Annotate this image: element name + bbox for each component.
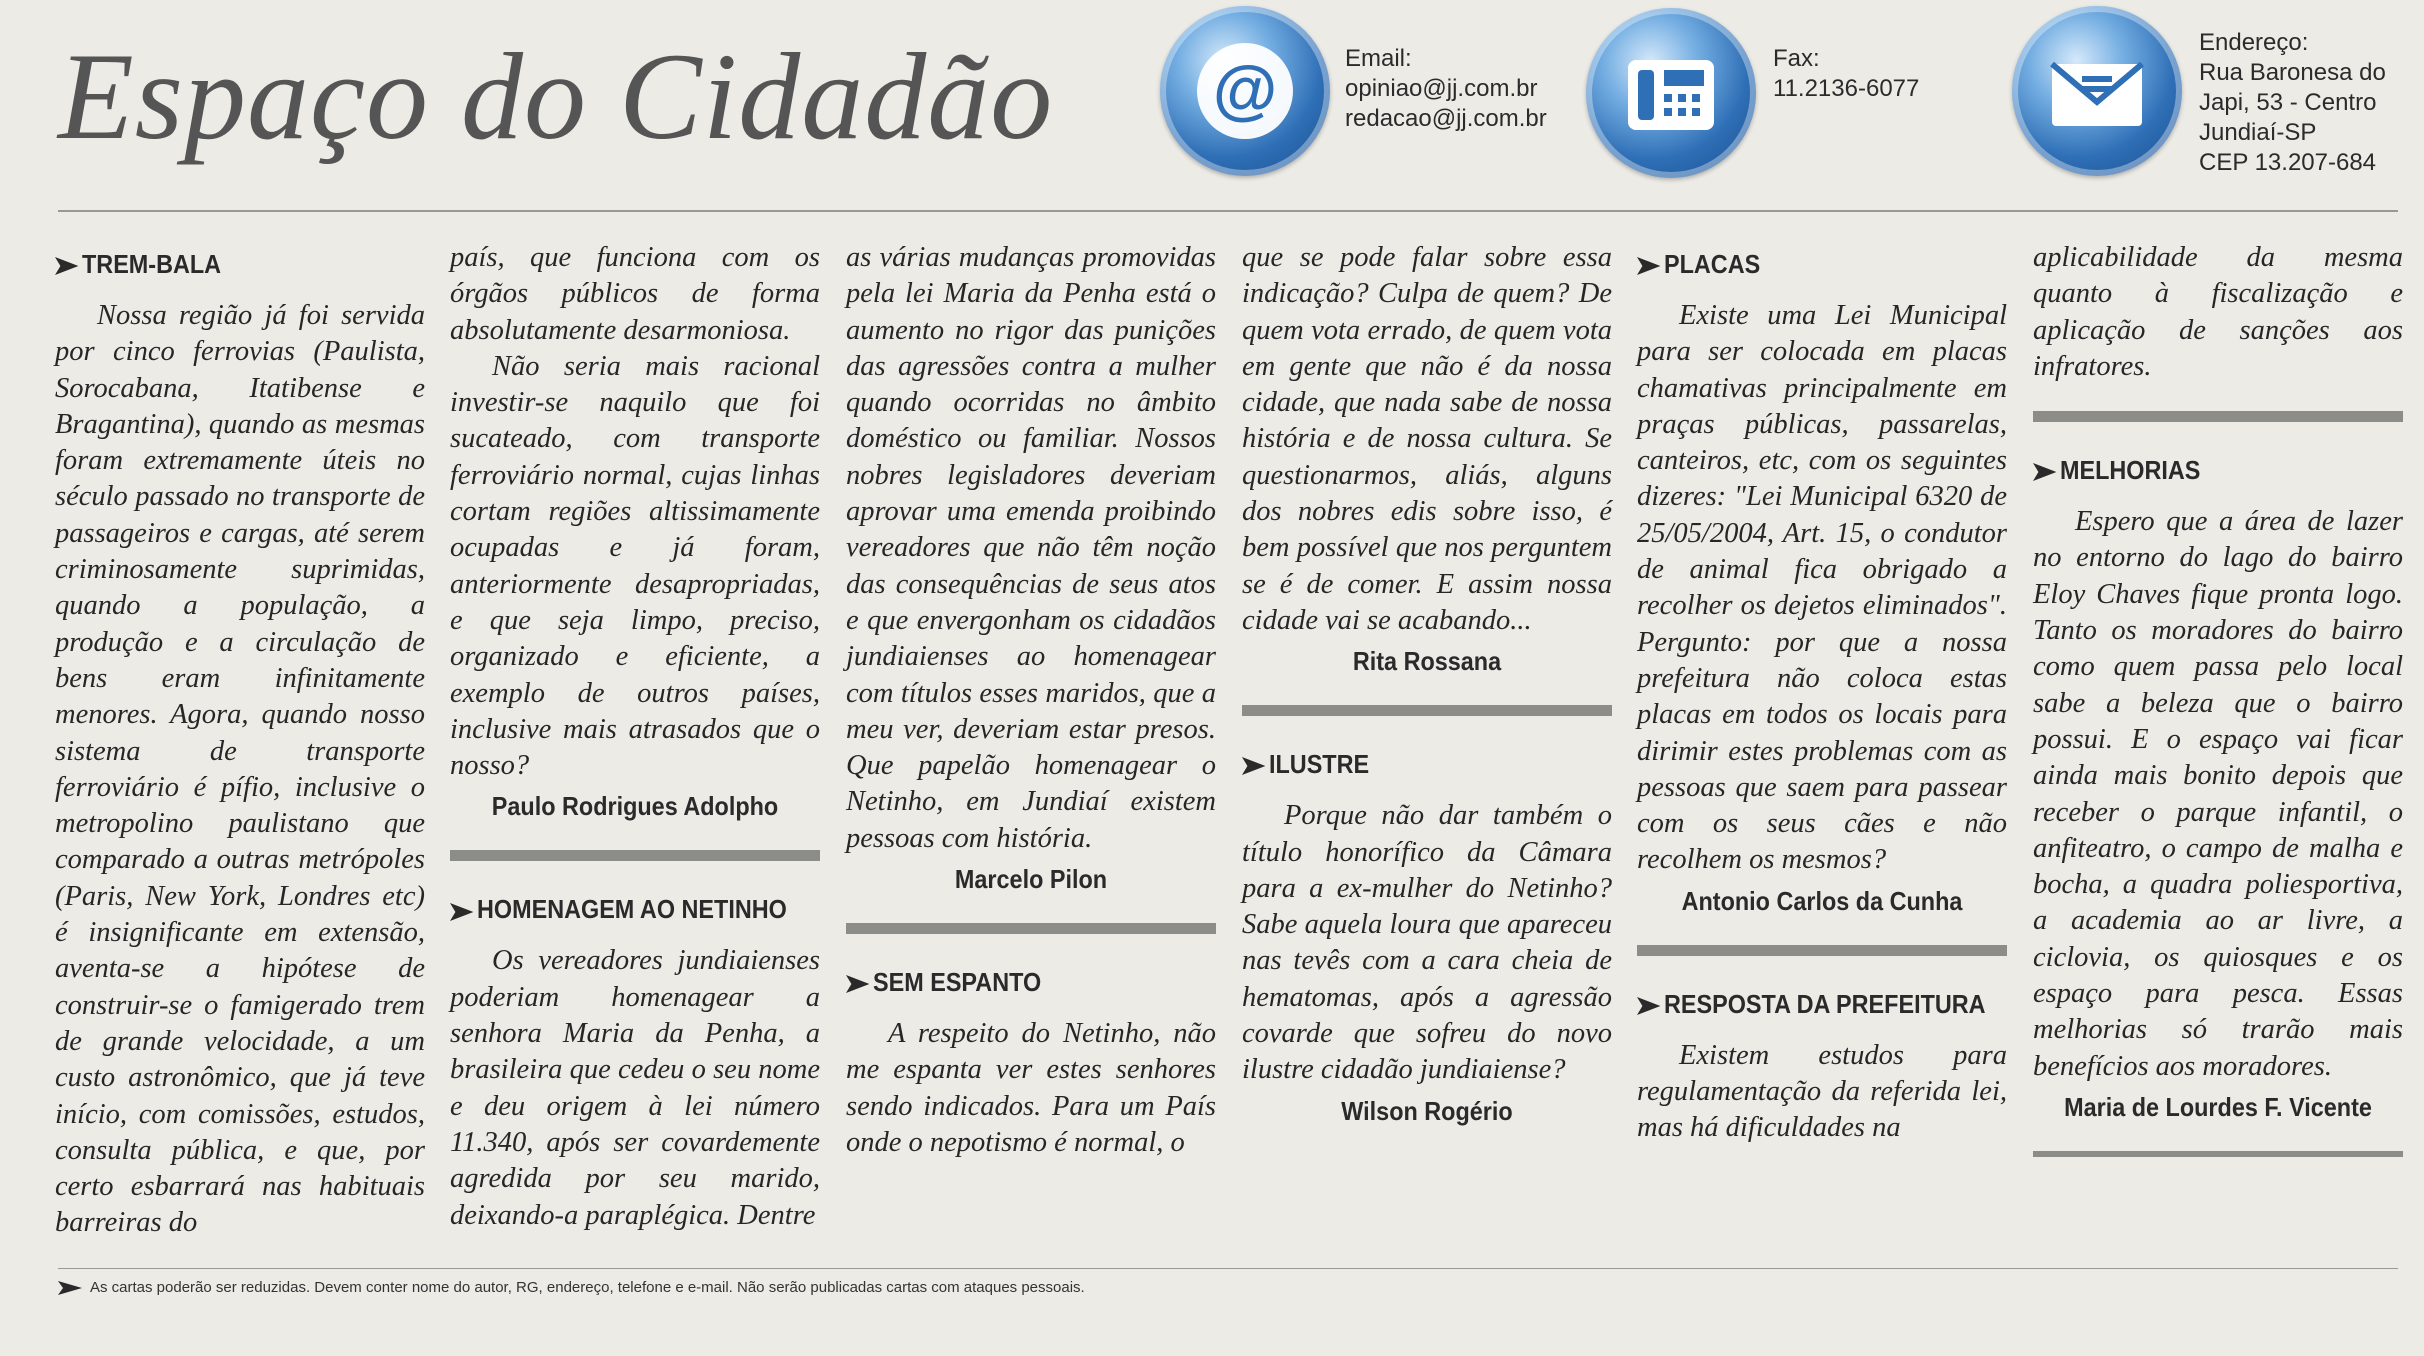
letter-heading: TREM-BALA: [55, 246, 388, 282]
address-line: Rua Baronesa do: [2199, 59, 2386, 86]
letter-body: Porque não dar também o título honorífico da Câmara para a ex-mulher do Netinho? Sabe aquela loura que apareceu nas tevês com a cara cheia de hematomas, após a agressão covarde que sofreu do novo ilustre cidadão jundiaiense?: [1242, 800, 1612, 1086]
email-address-opiniao[interactable]: opiniao@jj.com.br: [1345, 75, 1538, 102]
letter-body: país, que funciona com os órgãos públicos de forma absolutamente desarmoniosa.: [450, 242, 820, 346]
arrow-bullet-icon: [846, 964, 873, 1000]
arrow-bullet-icon: [450, 891, 477, 927]
letter-body: Espero que a área de lazer no entorno do lago do bairro Eloy Chaves fique pronta logo. Tanto os moradores do bairro como quem passa pelo local sabe a beleza que o bairro possui. E o espaço vai ficar ainda mais bonito depois que receber o parque infantil, o anfiteatro, o campo de malha e bocha, a quadra poliesportiva, a academia ao ar livre, a ciclovia, os quiosques e os espaço para pesca. Essas melhorias só trarão mais benefícios aos moradores.: [2033, 506, 2403, 1082]
letter-heading: ILUSTRE: [1242, 746, 1575, 782]
envelope-icon: [2012, 6, 2182, 176]
address-line: Jundiaí-SP: [2199, 119, 2317, 146]
letter-body: Nossa região já foi servida por cinco ferrovias (Paulista, Sorocabana, Itatibense e Bragantina), quando as mesmas foram extremamente úteis no século passado no transporte de passageiros e cargas, até serem criminosamente suprimidas, quando a população, a produção e a circulação de bens eram infinitamente menores. Agora, quando nosso sistema de transporte ferroviário é pífio, inclusive o metropolino paulistano que comparado a outras metrópoles (Paris, New York, Londres etc) é insignificante em extensão, aventa-se a hipótese de construir-se o famigerado trem de grande velocidade, a um custo astronômico, que já teve início, com comissões, estudos, consulta pública, e que, por certo esbarrará nas habituais barreiras do: [55, 300, 425, 1239]
letter-column-6: [2033, 240, 2403, 1187]
letter-column-4: [1242, 240, 1612, 1129]
letter-body: Não seria mais racional investir-se naquilo que foi sucateado, com transporte ferroviário normal, cujas linhas cortam regiões altissimamente ocupadas e já foram, anteriormente desapropriadas, e que seja limpo, preciso, organizado e eficiente, a exemplo de outros países, inclusive mais atrasados que o nosso?: [450, 350, 820, 782]
letter-author: Paulo Rodrigues Adolpho: [491, 791, 779, 822]
letter-body: Existe uma Lei Municipal para ser colocada em placas chamativas principalmente em praças públicas, passarelas, canteiros, etc, com os seguintes dizeres: "Lei Municipal 6320 de 25/05/2004, Art. 15, o condutor de animal fica obrigado a recolher os dejetos eliminados". Pergunto: por que a nossa prefeitura não coloca estas placas em todos os locais para dirimir estes problemas com as pessoas que saem para passear com os seus cães e não recolhem os mesmos?: [1637, 300, 2007, 876]
letter-heading: MELHORIAS: [2033, 452, 2366, 488]
header-divider: [58, 210, 2398, 212]
email-address-redacao[interactable]: redacao@jj.com.br: [1345, 105, 1547, 132]
fax-number: 11.2136-6077: [1773, 75, 1920, 102]
footer-divider: [58, 1268, 2398, 1269]
letter-column-5: [1637, 240, 2007, 1147]
letter-author: Maria de Lourdes F. Vicente: [2064, 1091, 2372, 1122]
letter-separator: [1637, 945, 2007, 956]
arrow-bullet-icon: [2033, 452, 2060, 488]
arrow-bullet-icon: [58, 1281, 82, 1295]
letter-body: Existem estudos para regulamentação da referida lei, mas há dificuldades na: [1637, 1039, 2007, 1144]
email-label: Email:: [1345, 45, 1412, 72]
letter-body: que se pode falar sobre essa indicação? Culpa de quem? De quem vota errado, de quem vota em gente que não é da nossa cidade, que nada sabe de nossa história e de nossa cultura. Se questionarmos, aliás, alguns dos nobres edis sobre isso, é bem possível que nos perguntem se é de comer. E assim nossa cidade vai se acabando...: [1242, 242, 1612, 636]
arrow-bullet-icon: [55, 246, 82, 282]
letter-heading: RESPOSTA DA PREFEITURA: [1637, 986, 1970, 1022]
address-contact: [2199, 28, 2386, 178]
fax-machine-icon: [1586, 8, 1756, 178]
arrow-bullet-icon: [1242, 746, 1269, 782]
letter-separator: [450, 850, 820, 861]
address-label: Endereço:: [2199, 29, 2309, 56]
arrow-bullet-icon: [1637, 986, 1664, 1022]
email-at-icon: [1160, 6, 1330, 176]
letter-column-1: [55, 240, 425, 1242]
letter-body: Os vereadores jundiaienses poderiam homenagear a senhora Maria da Penha, a brasileira que cedeu o seu nome e deu origem à lei número 11.340, após ser covardemente agredida por seu marido, deixando-a paraplégica. Dentre: [450, 945, 820, 1231]
letter-heading: HOMENAGEM AO NETINHO: [450, 891, 783, 927]
letter-separator: [2033, 411, 2403, 422]
letter-heading: PLACAS: [1637, 246, 1970, 282]
letter-heading: SEM ESPANTO: [846, 964, 1179, 1000]
footer-note: As cartas poderão ser reduzidas. Devem conter nome do autor, RG, endereço, telefone e e-mail. Não serão publicadas cartas com ataques pessoais.: [58, 1276, 1085, 1300]
letter-author: Marcelo Pilon: [954, 864, 1108, 895]
letter-separator: [846, 923, 1216, 934]
letter-column-3: [846, 240, 1216, 1161]
letter-body: A respeito do Netinho, não me espanta ver estes senhores sendo indicados. Para um País onde o nepotismo é normal, o: [846, 1018, 1216, 1158]
letter-author: Antonio Carlos da Cunha: [1681, 885, 1963, 916]
letter-body: aplicabilidade da mesma quanto à fiscalização e aplicação de sanções aos infratores.: [2033, 242, 2403, 382]
section-title: Espaço do Cidadão: [58, 28, 1054, 165]
letter-author: Rita Rossana: [1352, 646, 1502, 677]
email-contact: [1345, 44, 1547, 134]
fax-contact: [1773, 44, 1919, 104]
address-line: CEP 13.207-684: [2199, 149, 2377, 176]
fax-label: Fax:: [1773, 45, 1820, 72]
letter-separator: [2033, 1151, 2403, 1157]
letter-author: Wilson Rogério: [1341, 1095, 1513, 1126]
letter-separator: [1242, 705, 1612, 716]
arrow-bullet-icon: [1637, 246, 1664, 282]
letter-column-2: [450, 240, 820, 1234]
svg-text:@: @: [1212, 52, 1278, 126]
letter-body: as várias mudanças promovidas pela lei Maria da Penha está o aumento no rigor das punições das agressões contra a mulher quando ocorridas no âmbito doméstico ou familiar. Nossos nobres legisladores deveriam aprovar uma emenda proibindo vereadores que não têm noção das consequências de seus atos e que envergonham os cidadãos jundiaienses ao homenagear com títulos esses maridos, que a meu ver, deveriam estar presos. Que papelão homenagear o Netinho, em Jundiaí existem pessoas com história.: [846, 242, 1216, 854]
address-line: Japi, 53 - Centro: [2199, 89, 2377, 116]
